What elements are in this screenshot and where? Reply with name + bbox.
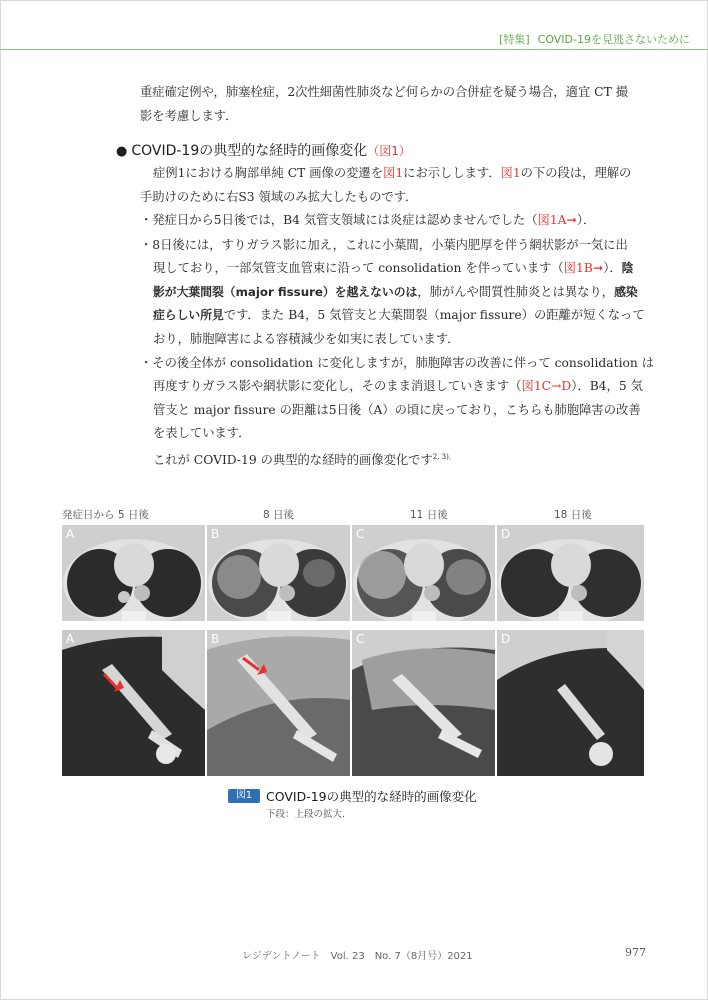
ct-lower-a-image — [62, 630, 205, 776]
closing-line — [153, 447, 456, 471]
emphasis: 症らしい所見 — [153, 308, 224, 322]
bullet-icon: ● — [116, 144, 128, 159]
text: 再度すりガラス影や網状影に変化し，そのまま消退していきます（ — [153, 379, 522, 393]
text: ，肺がんや間質性肺炎とは異なり， — [417, 285, 615, 299]
text: 症例1における胸部単純 CT 画像の変遷を — [153, 166, 384, 180]
ct-lower-a — [62, 630, 205, 776]
bullet-3-line-2 — [153, 376, 643, 397]
ct-upper-a — [62, 525, 205, 621]
right-arrow-icon: ➞ — [566, 213, 577, 227]
text: の下の段は，理解の — [520, 166, 632, 180]
panel-letter-d-upper: D — [501, 527, 511, 541]
figure-caption-badge: 図1 — [228, 789, 260, 803]
text: ）．B4，5 気 — [571, 379, 643, 393]
figure-ref: 図1C→D — [521, 379, 572, 393]
ct-lower-b — [207, 630, 350, 776]
bullet-2-line-3 — [153, 282, 638, 303]
bullet-2-line-1: ・8日後には，すりガラス影に加え，これに小葉間，小葉内肥厚を伴う網状影が一気に出 — [140, 238, 628, 252]
text: ・発症日から5日後では，B4 気管支領域には炎症は認めませんでした（ — [140, 213, 538, 227]
section-title-text: COVID-19の典型的な経時的画像変化 — [131, 143, 368, 159]
ct-lower-d — [497, 630, 644, 776]
header-title: COVID-19を見逃さないために — [537, 33, 690, 46]
figure-caption-title: COVID-19の典型的な経時的画像変化 — [266, 789, 477, 804]
bullet-2-line-5: おり，肺胞障害による容積減少を如実に表しています． — [153, 332, 460, 346]
panel-letter-d-lower: D — [501, 632, 511, 646]
ct-upper-b — [207, 525, 350, 621]
emphasis: 感染 — [614, 285, 638, 299]
bullet-3-line-3: 管支と major fissure の距離は5日後（A）の頃に戻っており，こちらも肺胞障害の改善 — [153, 403, 641, 417]
text: 現しており，一部気管支血管束に沿って consolidation を伴っています（ — [153, 261, 564, 275]
emphasis: 陰 — [621, 261, 634, 275]
ct-upper-a-image — [62, 525, 205, 621]
text: です．また B4，5 気管支と大葉間裂（major fissure）の距離が短くなって — [223, 308, 645, 322]
intro-line-2: 影を考慮します． — [140, 109, 238, 123]
bullet-2-line-2 — [153, 258, 633, 279]
footer-journal: レジデントノート Vol. 23 No. 7（8月号）2021 — [242, 951, 473, 962]
panel-letter-b-upper: B — [211, 527, 220, 541]
bullet-2-line-4 — [153, 305, 645, 326]
panel-letter-c-upper: C — [356, 527, 365, 541]
panel-letter-a-upper: A — [66, 527, 75, 541]
day-label-5: 発症日から 5 日後 — [62, 509, 149, 521]
emphasis: 影が大葉間裂（major fissure）を越えないのは — [153, 285, 418, 299]
ct-lower-c-image — [352, 630, 495, 776]
ct-upper-b-image — [207, 525, 350, 621]
running-header — [499, 31, 690, 47]
header-tag: [特集] — [499, 33, 530, 46]
ct-upper-d — [497, 525, 644, 621]
header-rule — [0, 49, 708, 50]
ct-upper-c-image — [352, 525, 495, 621]
ct-lower-b-image — [207, 630, 350, 776]
figure-ref: 図1 — [500, 166, 521, 180]
right-arrow-icon: ➞ — [592, 261, 604, 275]
text: ）． — [603, 261, 622, 275]
ct-upper-c — [352, 525, 495, 621]
bullet-3-line-1: ・その後全体が consolidation に変化しますが，肺胞障害の改善に伴って consolidation は — [140, 356, 655, 370]
bullet-1 — [140, 210, 595, 231]
ct-upper-d-image — [497, 525, 644, 621]
paragraph-1-line-1 — [153, 163, 631, 184]
day-label-8: 8 日後 — [263, 509, 295, 521]
panel-letter-a-lower: A — [66, 632, 75, 646]
ct-lower-c — [352, 630, 495, 776]
page-number: 977 — [625, 946, 646, 959]
figure-ref: 図1A — [537, 213, 567, 227]
figure-caption-subtitle: 下段：上段の拡大． — [266, 809, 352, 820]
citation: 2, 3)． — [432, 453, 456, 461]
intro-line-1: 重症確定例や，肺塞栓症，2次性細菌性肺炎など何らかの合併症を疑う場合，適宜 CT 撮 — [140, 85, 628, 99]
section-figure-ref: （図1） — [367, 144, 411, 158]
text: ）． — [576, 213, 596, 227]
panel-letter-b-lower: B — [211, 632, 220, 646]
panel-letter-c-lower: C — [356, 632, 365, 646]
text: にお示しします． — [403, 166, 501, 180]
bullet-3-line-4: を表しています． — [153, 426, 251, 440]
text: これが COVID-19 の典型的な経時的画像変化です — [153, 453, 433, 468]
day-label-18: 18 日後 — [554, 509, 592, 521]
paragraph-1-line-2: 手助けのために右S3 領域のみ拡大したものです． — [140, 190, 418, 204]
ct-lower-d-image — [497, 630, 644, 776]
day-label-11: 11 日後 — [410, 509, 448, 521]
figure-ref: 図1B — [563, 261, 593, 275]
section-title — [116, 140, 411, 160]
figure-ref: 図1 — [383, 166, 404, 180]
